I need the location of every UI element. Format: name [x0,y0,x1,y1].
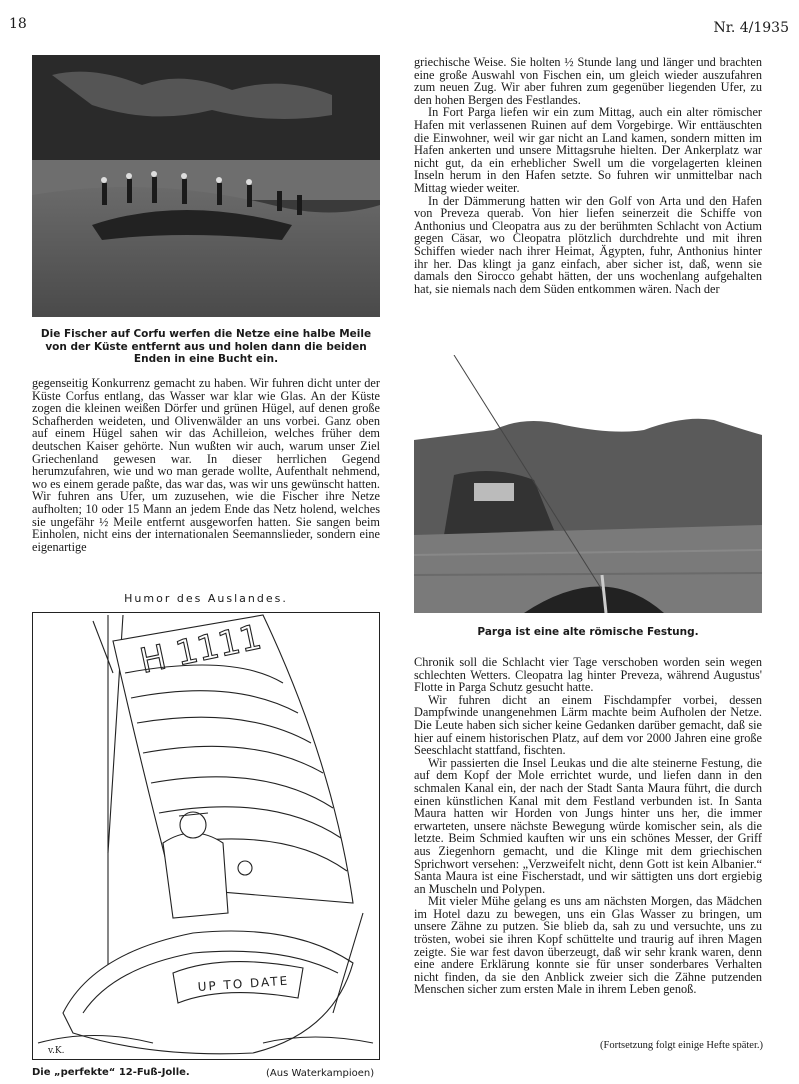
sail-number-text: H 1111 [136,617,266,682]
page-number: 18 [9,16,27,32]
right-column-top-text [414,56,762,295]
issue-number: Nr. 4/1935 [713,20,789,36]
parga-photo [414,355,762,613]
cartoon-caption: Die „perfekte“ 12-Fuß-Jolle. [32,1067,190,1078]
right-paragraph: Wir passierten die Insel Leukas und die alte steinerne Festung, die auf dem Kopf der Mole errichtet wurde, und liefen dann in den schmalen Kanal ein, der nach der Stadt Santa Maura führt, die durch einen künstlichen Kanal mit dem Festland verbunden ist. In Santa Maura hatten wir Horden von Jungs hinter uns her, die immer erwarteten, unsere nächste Bewegung würde komischer sein, als die letzte. Beim Schmied kauften wir uns ein schönes Messer, der Griff aus Ziegenhorn gemacht, und die Klinge mit dem griechischen Sprichwort versehen: „Verzweifelt nicht, denn Gott ist kein Albanier.“ Santa Maura ist eine Fischerstadt, und wir sättigten uns dort ergiebig an Muscheln und Polypen. [414,755,762,896]
right-paragraph: griechische Weise. Sie holten ½ Stunde lang und länger und brachten eine große Auswahl von Fischen ein, um gleich wieder auszufahren zum neuen Zug. Wir aber fuhren zum gegenüber liegenden Ufer, zu den hohen Bergen des Festlandes. [414,55,762,107]
fishermen-photo-image [32,55,380,317]
cartoon-source: (Aus Waterkampioen) [266,1068,375,1079]
boat-name-text: UP TO DATE [197,973,290,994]
right-paragraph: In der Dämmerung hatten wir den Golf von Arta und den Hafen von Preveza querab. Von hier liefen seinerzeit die Schiffe von Anthonius und Cleopatra aus zu der berühmten Schlacht von Actium gegen Cäsar, wo Cleopatra plötzlich durchdrehte und mit ihren Schiffen wieder nach ihrer Heimat, Ägypten, fuhr, Anthonius hinter ihr her. Das klingt ja ganz einfach, aber sicher ist, daß, wenn sie damals den Sirocco gehabt hätten, der uns wochenlang aufgehalten hat, sie niemals nach dem Süden entkommen wären. Nach der [414,193,762,296]
artist-signature: v.K. [48,1046,65,1056]
humor-section-title: Humor des Auslandes. [124,592,288,605]
sailboat-cartoon-drawing [33,613,378,1058]
parga-photo-image [414,355,762,613]
fishermen-photo [32,55,380,317]
sailboat-cartoon [32,612,380,1060]
left-column-text [32,377,380,553]
parga-photo-caption: Parga ist eine alte römische Festung. [477,626,699,638]
left-paragraph: gegenseitig Konkurrenz gemacht zu haben. Wir fuhren dicht unter der Küste Corfus entlang, das Wasser war klar wie Glas. An der Küste zogen die kleinen weißen Dörfer und grünen Hügel, auf denen große Schafherden weideten, und Olivenwälder an uns vorbei. Ganz oben auf einem Hügel sahen wir das Achilleion, welches früher dem deutschen Kaiser gehörte. Nun wußten wir auch, warum unser Ziel Griechenland gewesen war. In dieser herrlichen Gegend herumzufahren, wie und wo man gerade wollte, Aufenthalt nehmend, wo es einem gerade paßte, das war das, was wir uns gewünscht hatten. Wir fuhren ans Ufer, um zuzusehen, wie die Fischer ihre Netze aufholten; 10 oder 15 Mann an jedem Ende das Netz holend, welches sie ungefähr ½ Meile entfernt ausgeworfen hatten. Sie sangen beim Einholen, nicht eins der internationalen Seemannslieder, sondern eine eigenartige [32,376,380,554]
fishermen-photo-caption: Die Fischer auf Corfu werfen die Netze eine halbe Meile von der Küste entfernt aus und holen dann die beiden Enden in eine Bucht ein. [40,328,372,365]
right-paragraph: In Fort Parga liefen wir ein zum Mittag, auch ein alter römischer Hafen mit verlassenen Ruinen auf dem Vorgebirge. Wir enttäuschten die Einwohner, weil wir gar nicht an Land kamen, sondern mitten im Hafen ankerten und unsere Mittagsruhe hielten. Der Ankerplatz war nicht gut, da ein erheblicher Swell um die vorgelagerten kleinen Inseln herum in den Hafen setzte. So fuhren wir unmittelbar nach Mittag wieder weiter. [414,105,762,195]
right-paragraph: Mit vieler Mühe gelang es uns am nächsten Morgen, das Mädchen im Hotel dazu zu bewegen, uns ein Glas Wasser zu bringen, um unsere Zähne zu putzen. Sie blieb da, sah zu und versuchte, uns zu trösten, wobei sie ihren Kopf schüttelte und traurig auf ihren Magen zeigte. Sie war fest davon überzeugt, daß wir sehr krank waren, denn eine andere Erklärung konnte sie für unser sonderbares Verhalten nicht finden, da sie den Anblick zweier sich die Zähne putzenden Menschen sicher zum ersten Male in ihrem Leben genoß. [414,894,762,997]
right-column-bottom-text [414,656,762,996]
continuation-note: (Fortsetzung folgt einige Hefte später.) [600,1040,763,1051]
right-paragraph: Chronik soll die Schlacht vier Tage verschoben worden sein wegen schlechten Wetters. Cleopatra lag hinter Preveza, während Augustus' Flotte in Parga Schutz gesucht hatte. [414,655,762,695]
right-paragraph: Wir fuhren dicht an einem Fischdampfer vorbei, dessen Dampfwinde unangenehmen Lärm machte beim Aufholen der Netze. Die Leute haben sich sicher keine Gedanken darüber gemacht, daß sie hier auf einem historischen Platz, auf dem vor 2000 Jahren eine große Seeschlacht stattfand, fischten. [414,692,762,758]
